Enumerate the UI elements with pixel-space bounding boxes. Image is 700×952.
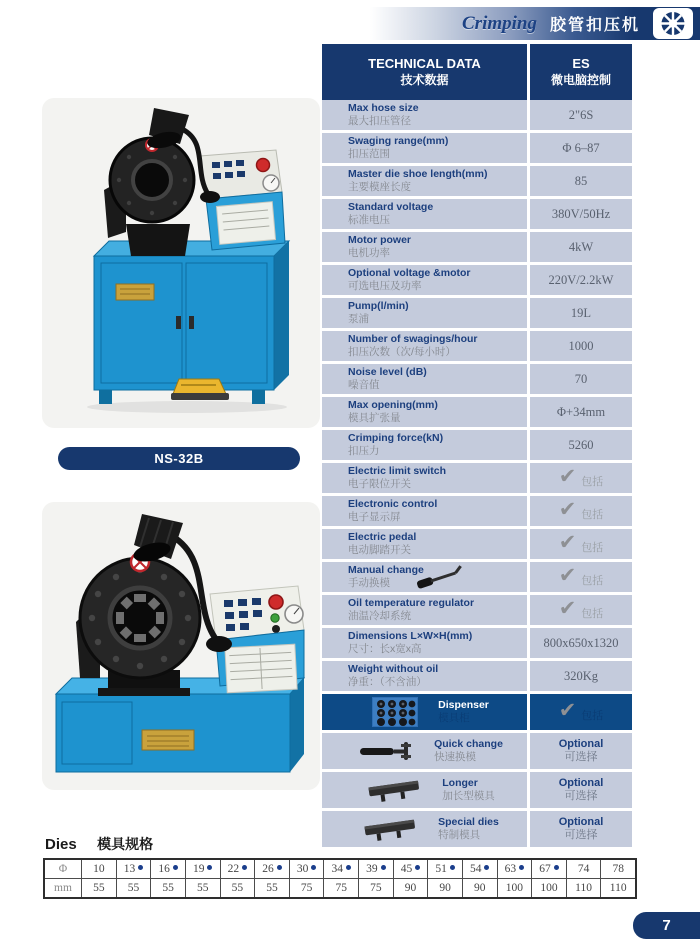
spec-label-cell <box>322 496 527 526</box>
spec-value-cell <box>530 331 632 361</box>
included-label: 包括 <box>581 710 604 722</box>
dies-phi-cell: 78 <box>600 860 635 878</box>
check-icon: ✔ <box>558 497 577 521</box>
dies-phi-cell: 22 <box>220 860 255 878</box>
spec-label-cell <box>322 430 527 460</box>
spec-label-cell <box>322 298 527 328</box>
spec-label-cell <box>322 733 527 769</box>
spec-label-en: Standard voltage <box>348 201 434 214</box>
dies-phi-cell: 63 <box>497 860 532 878</box>
spec-row <box>322 811 632 847</box>
dies-phi-cell: 10 <box>81 860 116 878</box>
dies-mm-cell: 55 <box>150 878 185 897</box>
dies-phi-cell: 51 <box>427 860 462 878</box>
check-icon: ✔ <box>558 698 577 722</box>
spec-label-en: Max hose size <box>348 102 419 115</box>
spec-value-cell <box>530 562 632 592</box>
spec-row <box>322 100 632 130</box>
dies-mm-cell: 75 <box>289 878 324 897</box>
spec-label-en: Dispenser <box>438 699 489 712</box>
dies-mm-cell: 100 <box>531 878 566 897</box>
included-label: 包括 <box>581 509 604 521</box>
spec-row <box>322 364 632 394</box>
spec-value-cell <box>530 430 632 460</box>
optional-label-en: Optional <box>558 737 604 750</box>
spec-label-cell <box>322 166 527 196</box>
spec-label-cell <box>322 529 527 559</box>
spec-label-en: Longer <box>442 777 478 790</box>
spec-label-en: Optional voltage &motor <box>348 267 471 280</box>
dies-title-zh: 模具规格 <box>97 836 154 852</box>
spec-value: Φ 6–87 <box>562 140 600 155</box>
check-icon: ✔ <box>558 596 577 620</box>
spec-label-en: Electronic control <box>348 498 438 511</box>
spec-value: 4kW <box>568 239 594 254</box>
spec-label-en: Number of swagings/hour <box>348 333 478 346</box>
die-available-dot <box>346 865 351 870</box>
spec-label-cell <box>322 628 527 658</box>
die-available-dot <box>242 865 247 870</box>
dies-phi-cell: 26 <box>254 860 289 878</box>
spec-label-cell <box>322 331 527 361</box>
dies-mm-cell: 110 <box>566 878 601 897</box>
die-bar-icon <box>362 816 418 842</box>
spec-label-zh: 噪音值 <box>348 379 380 392</box>
spec-row <box>322 133 632 163</box>
dies-mm-cell: 90 <box>462 878 497 897</box>
dies-mm-cell: 55 <box>220 878 255 897</box>
spec-label-en: Special dies <box>438 816 499 829</box>
spec-value: 320Kg <box>563 668 599 683</box>
dies-mm-cell: 75 <box>323 878 358 897</box>
die-available-dot <box>519 865 524 870</box>
model-badge: NS-32B <box>58 447 300 470</box>
spec-value: 220V/2.2kW <box>548 272 614 287</box>
t-wrench-icon <box>358 740 414 762</box>
spec-label-en: Dimensions L×W×H(mm) <box>348 630 473 643</box>
spec-value-cell <box>530 811 632 847</box>
spec-label-en: Weight without oil <box>348 663 439 676</box>
spec-label-cell <box>322 811 527 847</box>
dies-phi-cell: 54 <box>462 860 497 878</box>
spec-label-en: Manual change <box>348 564 424 577</box>
spec-row <box>322 733 632 769</box>
spec-row <box>322 529 632 559</box>
dies-row-header-phi: Φ <box>58 863 68 875</box>
spec-value-cell <box>530 199 632 229</box>
spec-label-zh: 尺寸：长x宽x高 <box>348 643 422 656</box>
spec-value-cell <box>530 166 632 196</box>
check-icon: ✔ <box>558 464 577 488</box>
spec-value-cell <box>530 298 632 328</box>
dies-table <box>43 858 637 899</box>
spec-label-cell <box>322 133 527 163</box>
spec-value-cell <box>530 595 632 625</box>
check-icon: ✔ <box>558 530 577 554</box>
dies-mm-cell: 90 <box>393 878 428 897</box>
included-label: 包括 <box>581 608 604 620</box>
spec-value: 380V/50Hz <box>551 206 611 221</box>
die-available-dot <box>207 865 212 870</box>
spec-value-cell <box>530 694 632 730</box>
spec-label-en: Motor power <box>348 234 411 247</box>
spec-row <box>322 661 632 691</box>
spec-row <box>322 772 632 808</box>
dies-mm-cell: 100 <box>497 878 532 897</box>
spec-value-cell <box>530 628 632 658</box>
dies-mm-cell: 55 <box>81 878 116 897</box>
spec-label-zh: 电动脚踏开关 <box>348 544 411 557</box>
spec-header-row <box>322 44 632 100</box>
spec-value-cell <box>530 661 632 691</box>
spec-header-es-zh: 微电脑控制 <box>550 72 611 87</box>
spec-row <box>322 694 632 730</box>
spec-table <box>322 44 632 847</box>
dies-mm-cell: 75 <box>358 878 393 897</box>
hex-wrench-icon <box>414 565 466 589</box>
spec-value-cell <box>530 397 632 427</box>
dies-mm-cell: 110 <box>600 878 635 897</box>
spec-row <box>322 166 632 196</box>
spec-value: 5260 <box>568 437 594 452</box>
spec-label-zh: 电子限位开关 <box>348 478 411 491</box>
spec-header-technical-data <box>322 44 527 100</box>
spec-label-zh: 模具柜 <box>438 712 470 725</box>
spec-label-cell <box>322 199 527 229</box>
optional-label-zh: 可选择 <box>564 789 598 802</box>
spec-row <box>322 496 632 526</box>
spec-value-cell <box>530 364 632 394</box>
spec-label-zh: 扣压力 <box>348 445 380 458</box>
spec-label-zh: 可选电压及功率 <box>348 280 422 293</box>
dies-mm-cell: 90 <box>427 878 462 897</box>
spec-row <box>322 595 632 625</box>
spec-label-zh: 扣压范围 <box>348 148 390 161</box>
spec-value: 70 <box>574 371 588 386</box>
spec-value: 1000 <box>568 338 594 353</box>
spec-label-zh: 模具扩张量 <box>348 412 401 425</box>
spec-row <box>322 430 632 460</box>
dies-phi-cell: 74 <box>566 860 601 878</box>
spec-label-cell <box>322 232 527 262</box>
machine-photo-full <box>42 98 320 428</box>
die-available-dot <box>415 865 420 870</box>
die-available-dot <box>554 865 559 870</box>
spec-label-en: Quick change <box>434 738 503 751</box>
spec-label-en: Noise level (dB) <box>348 366 427 379</box>
die-available-dot <box>138 865 143 870</box>
dies-mm-cell: 55 <box>116 878 151 897</box>
spec-value: Φ+34mm <box>556 404 606 419</box>
header-banner <box>370 7 700 40</box>
optional-label-zh: 可选择 <box>564 828 598 841</box>
spec-label-zh: 主要模座长度 <box>348 181 411 194</box>
spec-label-cell <box>322 595 527 625</box>
optional-label-zh: 可选择 <box>564 750 598 763</box>
spec-row <box>322 463 632 493</box>
spec-label-cell <box>322 772 527 808</box>
spec-label-cell <box>322 364 527 394</box>
spec-label-cell <box>322 397 527 427</box>
dies-phi-cell: 67 <box>531 860 566 878</box>
included-label: 包括 <box>581 575 604 587</box>
spec-value-cell <box>530 496 632 526</box>
spec-value-cell <box>530 265 632 295</box>
spec-value-cell <box>530 100 632 130</box>
spec-label-en: Electric pedal <box>348 531 417 544</box>
brand-name-zh: 胶管扣压机 <box>549 17 640 34</box>
spec-value: 800x650x1320 <box>543 635 619 650</box>
spec-header-es-en: ES <box>572 55 590 71</box>
spec-label-zh: 加长型模具 <box>442 790 495 803</box>
dies-phi-cell: 39 <box>358 860 393 878</box>
spec-value-cell <box>530 772 632 808</box>
spec-label-zh: 电机功率 <box>348 247 390 260</box>
page-number-badge: 7 <box>633 912 700 939</box>
spec-label-zh: 油温冷却系统 <box>348 610 411 623</box>
spec-header-en: TECHNICAL DATA <box>368 55 481 71</box>
spec-value-cell <box>530 133 632 163</box>
dies-phi-cell: 19 <box>185 860 220 878</box>
die-available-dot <box>484 865 489 870</box>
included-label: 包括 <box>581 542 604 554</box>
spec-row <box>322 397 632 427</box>
spec-value-cell <box>530 232 632 262</box>
spec-label-zh: 泵浦 <box>348 313 369 326</box>
dies-title-en: Dies <box>45 836 77 853</box>
die-available-dot <box>381 865 386 870</box>
machine-photo-closeup <box>42 502 320 790</box>
spec-label-en: Swaging range(mm) <box>348 135 449 148</box>
spec-row <box>322 298 632 328</box>
spec-value-cell <box>530 463 632 493</box>
die-segments-logo-icon <box>653 8 693 39</box>
dies-mm-cell: 55 <box>254 878 289 897</box>
spec-label-en: Master die shoe length(mm) <box>348 168 488 181</box>
spec-row <box>322 331 632 361</box>
dies-phi-cell: 16 <box>150 860 185 878</box>
check-icon: ✔ <box>558 563 577 587</box>
die-bar-icon <box>366 777 422 803</box>
spec-header-es <box>530 44 632 100</box>
spec-value: 85 <box>574 173 588 188</box>
spec-value: 2"6S <box>568 107 594 122</box>
spec-value-cell <box>530 529 632 559</box>
die-available-dot <box>277 865 282 870</box>
dies-photo-icon <box>372 697 418 727</box>
spec-label-zh: 标准电压 <box>348 214 390 227</box>
spec-value-cell <box>530 733 632 769</box>
die-available-dot <box>450 865 455 870</box>
dies-row-header-mm: mm <box>45 878 81 897</box>
spec-label-zh: 电子显示屏 <box>348 511 401 524</box>
spec-row <box>322 265 632 295</box>
die-available-dot <box>311 865 316 870</box>
spec-label-zh: 快速换模 <box>434 751 477 764</box>
spec-label-en: Max opening(mm) <box>348 399 438 412</box>
spec-header-zh: 技术数据 <box>400 72 449 87</box>
dies-phi-cell: 34 <box>323 860 358 878</box>
spec-label-zh: 特制模具 <box>438 829 481 842</box>
spec-row <box>322 562 632 592</box>
spec-label-cell <box>322 694 527 730</box>
optional-label-en: Optional <box>558 776 604 789</box>
spec-value: 19L <box>570 305 592 320</box>
spec-label-en: Crimping force(kN) <box>348 432 444 445</box>
spec-label-en: Oil temperature regulator <box>348 597 475 610</box>
dies-phi-cell: 30 <box>289 860 324 878</box>
spec-label-en: Electric limit switch <box>348 465 447 478</box>
spec-label-cell <box>322 463 527 493</box>
spec-row <box>322 232 632 262</box>
spec-label-cell <box>322 100 527 130</box>
spec-label-zh: 最大扣压管径 <box>348 115 411 128</box>
dies-section-title <box>45 834 153 854</box>
optional-label-en: Optional <box>558 815 604 828</box>
spec-label-zh: 手动换模 <box>348 577 390 590</box>
spec-label-cell <box>322 661 527 691</box>
brand-name-en: Crimping <box>462 12 537 34</box>
dies-mm-cell: 55 <box>185 878 220 897</box>
spec-label-cell <box>322 265 527 295</box>
included-label: 包括 <box>581 476 604 488</box>
spec-label-en: Pump(l/min) <box>348 300 409 313</box>
spec-label-zh: 净重：（不含油） <box>348 676 427 689</box>
dies-phi-cell: 45 <box>393 860 428 878</box>
spec-label-zh: 扣压次数（次/每小时） <box>348 346 456 359</box>
dies-phi-cell: 13 <box>116 860 151 878</box>
spec-row <box>322 628 632 658</box>
spec-label-cell <box>322 562 527 592</box>
spec-rows <box>322 100 632 847</box>
spec-row <box>322 199 632 229</box>
die-available-dot <box>173 865 178 870</box>
